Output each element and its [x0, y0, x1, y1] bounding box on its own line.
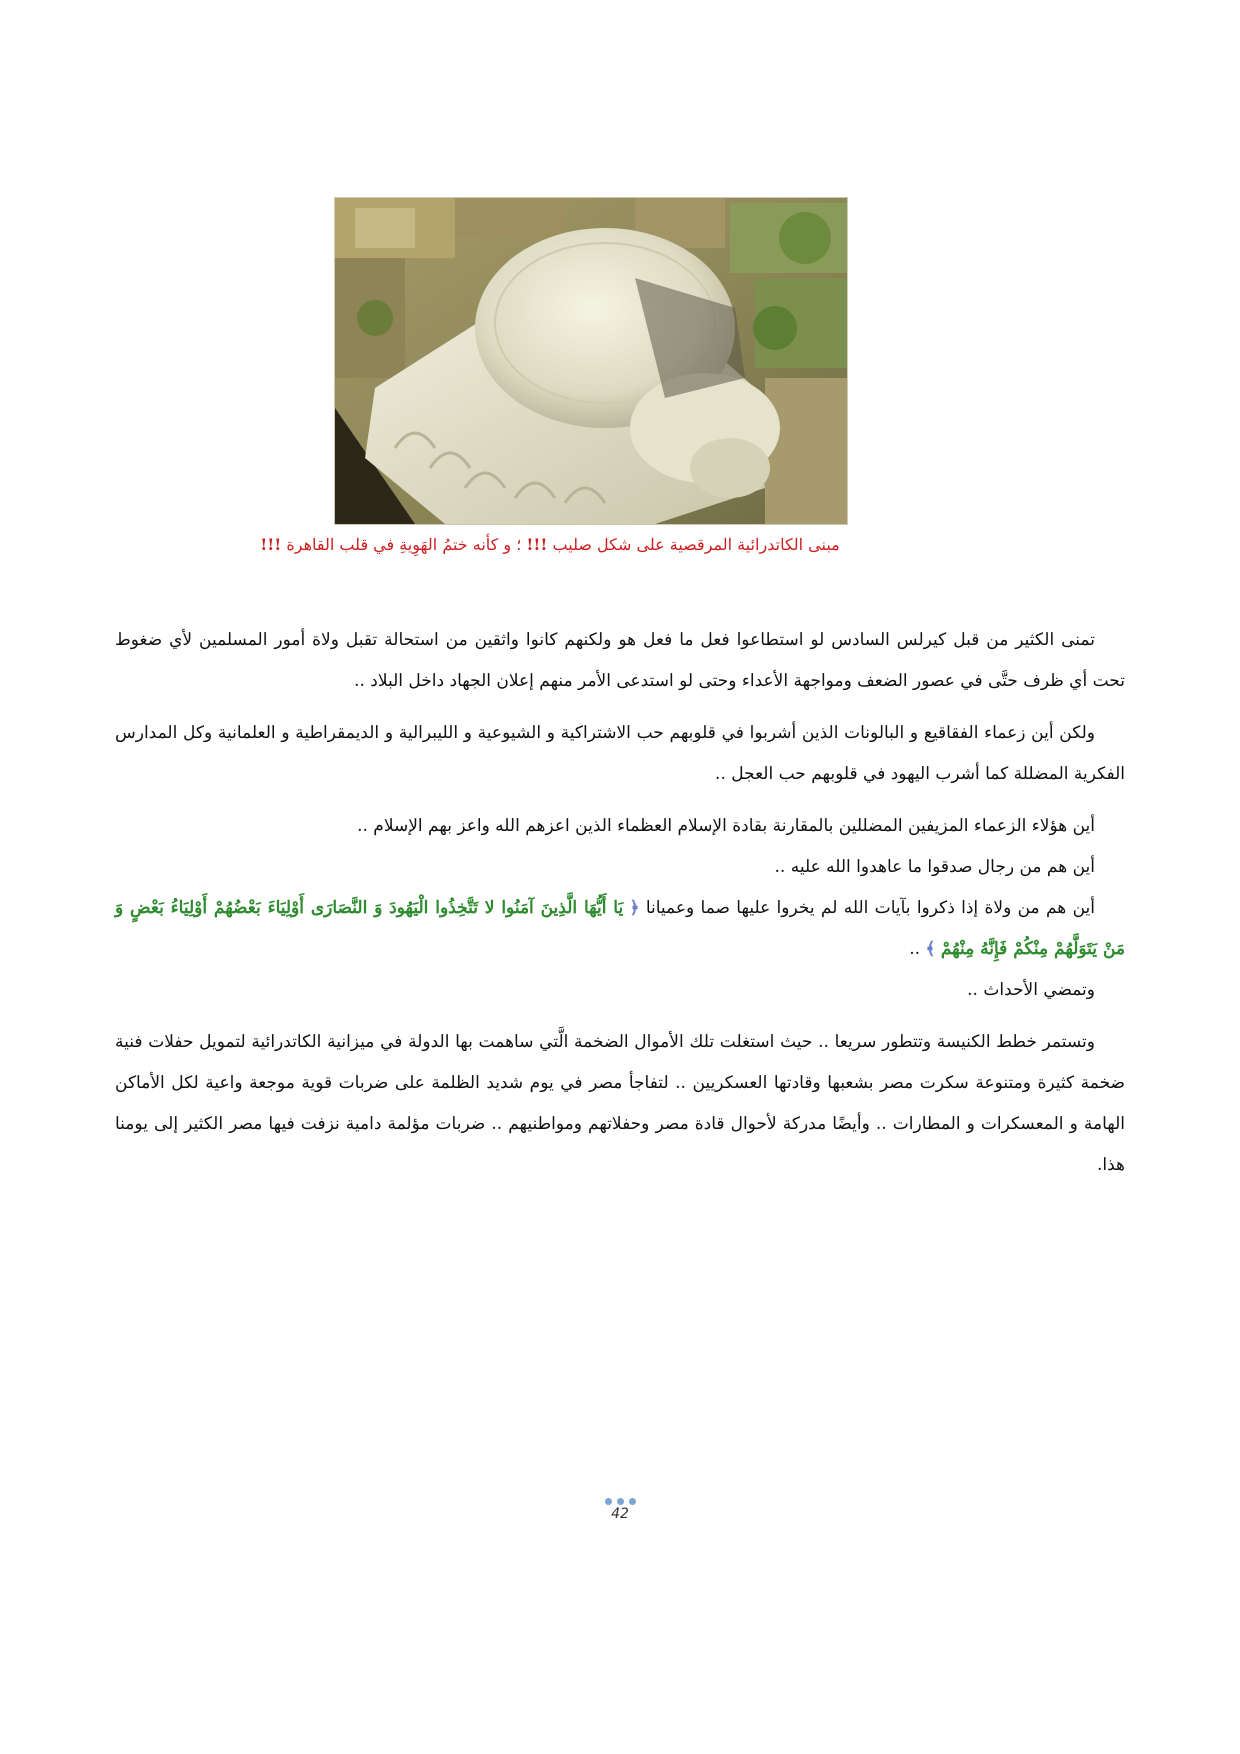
paragraph-6: وتمضي الأحداث .. [967, 980, 1095, 1000]
verse-open-bracket: ﴿ [629, 898, 640, 918]
quran-verse: يَا أَيُّهَا الَّذِينَ آمَنُوا لا تَتَّخِذُوا الْيَهُودَ وَ النَّصَارَى أَوْلِيَاءَ بَعْضُهُمْ أَوْلِيَاءُ بَعْضٍ وَ مَنْ يَتَوَلَّهُمْ مِنْكُمْ فَإِنَّهُ مِنْهُمْ [115, 898, 1125, 959]
paragraph-4: أين هم من رجال صدقوا ما عاهدوا الله عليه .. [774, 857, 1095, 877]
cathedral-photo [335, 198, 847, 524]
ellipsis-dots-icon [570, 1498, 670, 1505]
figure-caption [200, 532, 900, 558]
paragraph-3: أين هؤلاء الزعماء المزيفين المضللين بالمقارنة بقادة الإسلام العظماء الذين اعزهم الله واعز بهم الإسلام .. [357, 816, 1095, 836]
paragraph-5-intro: أين هم من ولاة إذا ذكروا بآيات الله لم يخروا عليها صما وعميانا [645, 898, 1095, 918]
caption-exclaim-2: !!! [260, 535, 282, 554]
caption-main: مبنى الكاتدرائية المرقصية على شكل صليب [552, 535, 840, 554]
verse-close-bracket: ﴾ [925, 939, 936, 959]
paragraph-2: ولكن أين زعماء الفقاقيع و البالونات الذين أشربوا في قلوبهم حب الاشتراكية و الشيوعية و الليبرالية و الديمقراطية و العلمانية وكل المدارس الفكرية المضللة كما أشرب اليهود في قلوبهم حب العجل .. [115, 723, 1125, 784]
cathedral-aerial-image [335, 198, 847, 524]
page-footer [570, 1498, 670, 1522]
paragraph-1: تمنى الكثير من قبل كيرلس السادس لو استطاعوا فعل ما فعل هو ولكنهم كانوا واثقين من استحالة تقبل ولاة أمور المسلمين لأي ضغوط تحت أي ظرف حتَّى في عصور الضعف ومواجهة الأعداء وحتى لو استدعى الأمر منهم إعلان الجهاد داخل البلاد .. [115, 630, 1125, 691]
page-number: 42 [611, 1506, 629, 1522]
paragraph-7: وتستمر خطط الكنيسة وتتطور سريعا .. حيث استغلت تلك الأموال الضخمة الَّتي ساهمت بها الدولة في ميزانية الكاتدرائية لتمويل حفلات فنية ضخمة كثيرة ومتنوعة سكرت مصر بشعبها وقادتها العسكريين .. لتفاجأ مصر في يوم شديد الظلمة على ضربات قوية موجعة واعية لكل الأماكن الهامة و المعسكرات و المطارات .. وأيضًا مدركة لأحوال قادة مصر وحفلاتهم ومواطنيهم .. ضربات مؤلمة دامية نزفت فيها مصر الكثير إلى يومنا هذا. [115, 1032, 1125, 1175]
paragraph-5 [115, 888, 1125, 970]
caption-exclaim-1: !!! [526, 535, 548, 554]
paragraph-5-end: .. [909, 939, 921, 959]
body-text [115, 620, 1125, 1197]
caption-mid: ؛ و كأنه ختمُ الهَوِيةِ في قلب القاهرة [286, 535, 522, 554]
